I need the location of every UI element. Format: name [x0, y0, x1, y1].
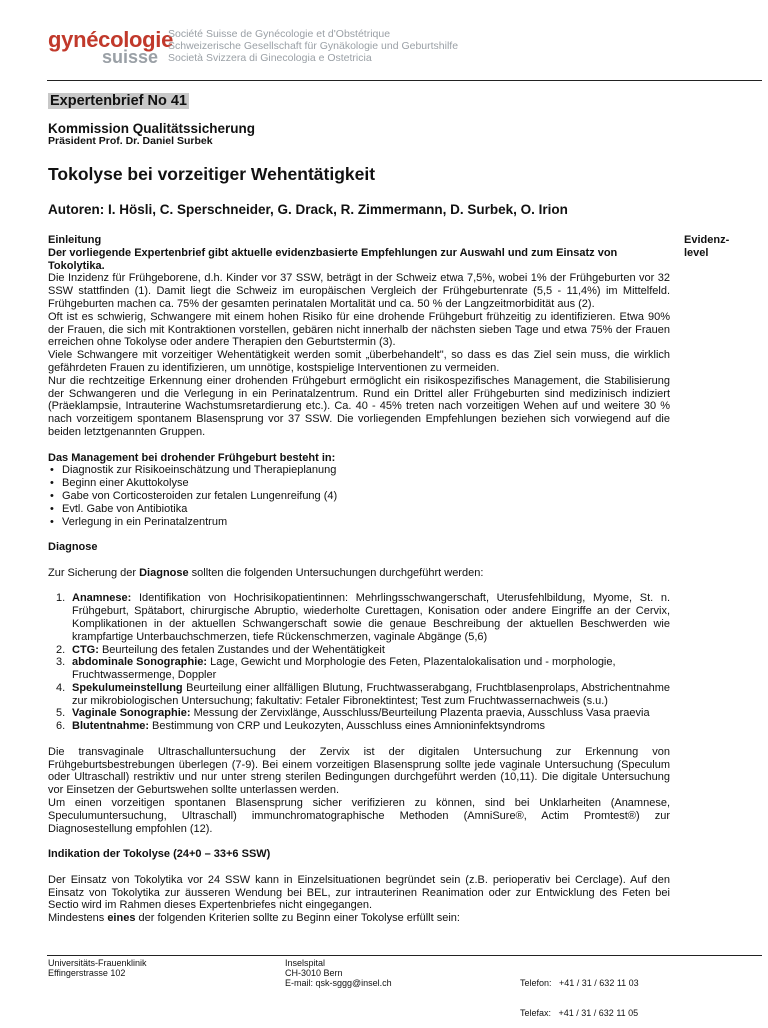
evidence-level-label: Evidenz-level [684, 234, 730, 259]
section-heading-diagnose: Diagnose [48, 541, 98, 554]
commission-president: Präsident Prof. Dr. Daniel Surbek [48, 135, 213, 147]
list-item: 5. Vaginale Sonographie: Messung der Zervixlänge, Ausschluss/Beurteilung Plazenta praevia, Ausschluss Vasa praevia [56, 707, 650, 720]
list-item: • Evtl. Gabe von Antibiotika [62, 503, 670, 516]
section-heading-management: Das Management bei drohender Frühgeburt besteht in: [48, 451, 336, 464]
logo-gynecologie: gynécologie [48, 27, 174, 52]
footer-divider [47, 955, 762, 956]
footer-address-hospital: Inselspital CH-3010 Bern E-mail: qsk-sggg@insel.ch [285, 958, 392, 988]
diagnose-paragraph-2: Um einen vorzeitigen spontanen Blasensprung sicher verifizieren zu können, sind bei Unklarheiten (Anamnese, Speculumuntersuchung, Ultraschall) immunchromatographische Methoden (AmniSure®, Actim Promtest®) zur Diagnosestellung empfohlen (12). [48, 797, 670, 835]
list-item: • Beginn einer Akuttokolyse [62, 477, 670, 490]
indikation-paragraph-2: Mindestens eines der folgenden Kriterien sollte zu Beginn einer Tokolyse erfüllt sein: [48, 912, 460, 925]
list-item: • Diagnostik zur Risikoeinschätzung und Therapieplanung [62, 464, 670, 477]
indikation-paragraph-1: Der Einsatz von Tokolytika vor 24 SSW kann in Einzelsituationen begründet sein (z.B. perioperativ bei Cerclage). Auf den Einsatz von Tokolytika zur äusseren Wendung bei BEL, zur intrauterinen Reanimation oder zur Entwicklung des Feten bei Sectio wird im Rahmen dieses Expertenbriefes nicht eingegangen. [48, 873, 670, 912]
society-name-de: Schweizerische Gesellschaft für Gynäkologie und Geburtshilfe [168, 40, 459, 52]
commission-name: Kommission Qualitätssicherung [48, 121, 256, 136]
list-item: • Verlegung in ein Perinatalzentrum [62, 516, 670, 529]
section-heading-indikation: Indikation der Tokolyse (24+0 – 33+6 SSW) [48, 848, 271, 861]
intro-paragraph-2: Oft ist es schwierig, Schwangere mit einem hohen Risiko für eine drohende Frühgeburt frühzeitig zu identifizieren. Etwa 90% der Frauen, die sich mit Kontraktionen vorstellen, gebären nicht innerhalb der nächsten sieben Tage und etwa 75% der Frauen erreichen ohne Tokolyse oder andere Therapien den Geburtstermin (3). [48, 310, 670, 349]
expertenbrief-number: Expertenbrief No 41 [50, 93, 187, 109]
list-item: • Gabe von Corticosteroiden zur fetalen Lungenreifung (4) [62, 490, 670, 503]
header-divider [47, 80, 762, 81]
diagnose-list [48, 592, 670, 733]
footer-address-clinic: Universitäts-Frauenklinik Effingerstrasse 102 [48, 958, 147, 978]
footer-phone-fax: Telefon: +41 / 31 / 632 11 03 Telefax: +41 / 31 / 632 11 05 [520, 978, 639, 1018]
diagnose-intro: Zur Sicherung der Diagnose sollten die folgenden Untersuchungen durchgeführt werden: [48, 566, 484, 579]
intro-paragraph-3: Viele Schwangere mit vorzeitiger Wehentätigkeit werden somit „überbehandelt", so dass es das Ziel sein muss, die wirklich gefährdeten Frauen zu identifizieren, um unnötige, kostspielige Interventionen zu vermeiden. [48, 349, 670, 374]
list-item: 6. Blutentnahme: Bestimmung von CRP und Leukozyten, Ausschluss eines Amnioninfektsyndroms [56, 720, 545, 733]
diagnose-paragraph-1: Die transvaginale Ultraschalluntersuchung der Zervix ist der digitalen Untersuchung zur Erkennung von Frühgeburtsbestrebungen überlegen (7-9). Bei einem vorzeitigen Blasensprung sollte jede vaginale Untersuchung (Speculum oder Ultraschall) restriktiv und nur unter streng sterilen Bedingungen durchgeführt werden (10,11). Die digitale Untersuchung vor Einsetzen der Geburtswehen sollte unterlassen werden. [48, 745, 670, 797]
management-list [48, 464, 670, 528]
intro-paragraph-1: Die Inzidenz für Frühgeborene, d.h. Kinder vor 37 SSW, beträgt in der Schweiz etwa 7,5%, wobei 1% der Frühgeburten vor 32 SSW stattfinden (1). Damit liegt die Schweiz im europäischen Vergleich der Frühgeburtenrate (5,5 - 11,4%) im Mittelfeld. Frühgeburten machen ca. 75% der gesamten perinatalen Mortalität und ca. 50 % der Langzeitmorbidität aus (2). [48, 272, 670, 310]
document-title: Tokolyse bei vorzeitiger Wehentätigkeit [48, 164, 376, 184]
section-heading-einleitung: Einleitung [48, 234, 102, 246]
society-name-fr: Société Suisse de Gynécologie et d'Obstétrique [168, 28, 391, 40]
list-item: 1. Anamnese: Identifikation von Hochrisikopatientinnen: Mehrlingsschwangerschaft, Uterusfehlbildung, Myome, St. n. Frühgeburt, Spätabort, chirurgische Abruptio, wiederholte Curettagen, Konisation oder andere Eingriffe an der Cervix, Komplikationen in der aktuellen Schwangerschaft sowie die genaue Beschreibung der aktuellen Beschwerden wie krampfartige Unterbauchschmerzen, tiefe Rückenschmerzen, vaginale Abgänge (5,6) [56, 592, 670, 643]
intro-lead: Der vorliegende Expertenbrief gibt aktuelle evidenzbasierte Empfehlungen zur Auswahl und zum Einsatz von Tokolytika. [48, 246, 618, 272]
list-item: 3. abdominale Sonographie: Lage, Gewicht und Morphologie des Feten, Plazentalokalisation und - morphologie, Fruchtwassermenge, Doppler [56, 656, 616, 682]
list-item: 2. CTG: Beurteilung des fetalen Zustandes und der Wehentätigkeit [56, 643, 385, 656]
intro-paragraph-4: Nur die rechtzeitige Erkennung einer drohenden Frühgeburt ermöglicht ein risikospezifisches Management, die Stabilisierung der Schwangeren und die Verlegung in ein Perinatalzentrum. Rund ein Drittel aller Frühgeburten sind medizinisch indiziert (Präeklampsie, Intrauterine Wachstumsretardierung etc.). Ca. 40 - 45% treten nach vorzeitigen Wehen auf und weitere 30 % nach vorzeitigem spontanem Blasensprung vor 37 SSW. Die vorliegenden Empfehlungen beziehen sich vorwiegend auf die beiden letztgenannten Gruppen. [48, 374, 670, 438]
list-item: 4. Spekulumeinstellung Beurteilung einer allfälligen Blutung, Fruchtwasserabgang, Fruchtblasenprolaps, Abstrichentnahme zur mikrobiologischen Untersuchung; fakultativ: Fetaler Fibronektintest; Test zum Fruchtwassernachweis (s.u.) [56, 681, 670, 707]
footer-email[interactable]: E-mail: qsk-sggg@insel.ch [285, 978, 392, 988]
authors-line: Autoren: I. Hösli, C. Sperschneider, G. Drack, R. Zimmermann, D. Surbek, O. Irion [48, 202, 568, 217]
logo-suisse: suisse [102, 47, 159, 67]
society-name-it: Società Svizzera di Ginecologia e Ostetricia [168, 52, 372, 64]
document-body [48, 234, 670, 925]
